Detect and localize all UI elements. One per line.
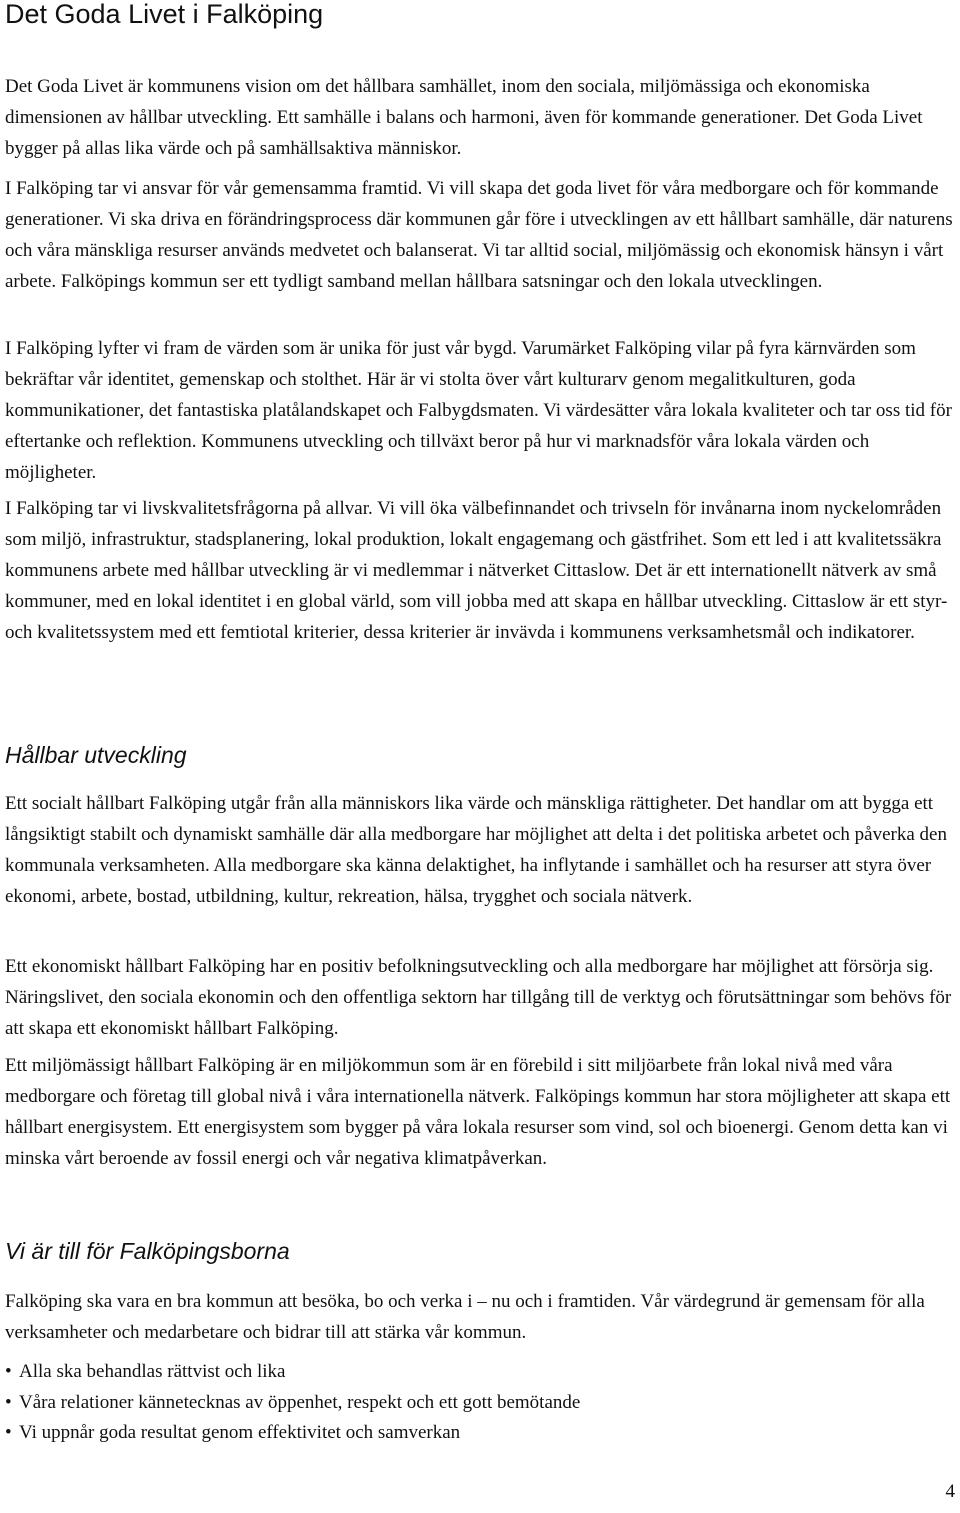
page-number: 4 [945, 1481, 955, 1502]
list-item-text: Vi uppnår goda resultat genom effektivitet och samverkan [19, 1422, 461, 1443]
list-item [5, 1418, 945, 1449]
intro-paragraph-3: I Falköping lyfter vi fram de värden som är unika för just vår bygd. Varumärket Falköping vilar på fyra kärnvärden som bekräftar vår identitet, gemenskap och stolthet. Här är vi stolta över vårt kulturarv genom megalitkulturen, goda kommunikationer, det fantastiska platålandskapet och Falbygdsmaten. Vi värdesätter våra lokala kvaliteter och tar oss tid för eftertanke och reflektion. Kommunens utveckling och tillväxt beror på hur vi marknadsför våra lokala värden och möjligheter. [5, 338, 952, 483]
values-bullet-list [5, 1357, 945, 1449]
intro-paragraph-4: I Falköping tar vi livskvalitetsfrågorna på allvar. Vi vill öka välbefinnandet och trivseln för invånarna inom nyckelområden som miljö, infrastruktur, stadsplanering, lokal produktion, lokalt engagemang och gästfrihet. Som ett led i att kvalitetssäkra kommunens arbete med hållbar utveckling är vi medlemmar i nätverket Cittaslow. Det är ett internationellt nätverk av små kommuner, med en lokal identitet i en global värld, som vill jobba med att skapa en hållbar utveckling. Cittaslow är ett styr- och kvalitetssystem med ett femtiotal kriterier, dessa kriterier är invävda i kommunens verksamhetsmål och indikatorer. [5, 498, 948, 643]
hallbar-paragraph-ekonomisk: Ett ekonomiskt hållbart Falköping har en positiv befolkningsutveckling och alla medborgare har möjlighet att försörja sig. Näringslivet, den sociala ekonomin och den offentliga sektorn har tillgång till de verktyg och förutsättningar som behövs för att skapa ett ekonomiskt hållbart Falköping. [5, 956, 952, 1039]
vi-ar-paragraph: Falköping ska vara en bra kommun att besöka, bo och verka i – nu och i framtiden. Vår värdegrund är gemensam för alla verksamheter och medarbetare och bidrar till att stärka vår kommun. [5, 1291, 925, 1343]
bullet-icon: • [5, 1422, 12, 1443]
hallbar-paragraph-miljo: Ett miljömässigt hållbart Falköping är en miljökommun som är en förebild i sitt miljöarbete från lokal nivå med våra medborgare och företag till global nivå i våra internationella nätverk. Falköpings kommun har stora möjligheter att skapa ett hållbart energisystem. Ett energisystem som bygger på våra lokala resurser som vind, sol och bioenergi. Genom detta kan vi minska vårt beroende av fossil energi och vår negativa klimatpåverkan. [5, 1055, 951, 1169]
section-heading-vi-ar-till-for: Vi är till för Falköpingsborna [5, 1238, 290, 1264]
list-item [5, 1357, 945, 1388]
list-item-text: Våra relationer kännetecknas av öppenhet, respekt och ett gott bemötande [19, 1391, 581, 1413]
list-item [5, 1388, 945, 1419]
page-title: Det Goda Livet i Falköping [5, 0, 324, 29]
list-item-text: Alla ska behandlas rättvist och lika [19, 1361, 286, 1382]
intro-paragraph-2: I Falköping tar vi ansvar för vår gemensamma framtid. Vi vill skapa det goda livet för våra medborgare och för kommande generationer. Vi ska driva en förändringsprocess där kommunen går före i utvecklingen av ett hållbart samhälle, där naturens och våra mänskliga resurser används medvetet och balanserat. Vi tar alltid social, miljömässig och ekonomisk hänsyn i vårt arbete. Falköpings kommun ser ett tydligt samband mellan hållbara satsningar och den lokala utvecklingen. [5, 178, 953, 292]
intro-paragraph-1: Det Goda Livet är kommunens vision om det hållbara samhället, inom den sociala, miljömässiga och ekonomiska dimensionen av hållbar utveckling. Ett samhälle i balans och harmoni, även för kommande generationer. Det Goda Livet bygger på allas lika värde och på samhällsaktiva människor. [5, 76, 923, 159]
bullet-icon: • [5, 1391, 12, 1413]
hallbar-paragraph-social: Ett socialt hållbart Falköping utgår från alla människors lika värde och mänskliga rättigheter. Det handlar om att bygga ett långsiktigt stabilt och dynamiskt samhälle där alla medborgare har möjlighet att delta i det politiska arbetet och påverka den kommunala verksamheten. Alla medborgare ska känna delaktighet, ha inflytande i samhället och ha resurser att styra över ekonomi, arbete, bostad, utbildning, kultur, rekreation, hälsa, trygghet och sociala nätverk. [5, 793, 947, 907]
section-heading-hallbar-utveckling: Hållbar utveckling [5, 742, 187, 768]
bullet-icon: • [5, 1361, 12, 1382]
